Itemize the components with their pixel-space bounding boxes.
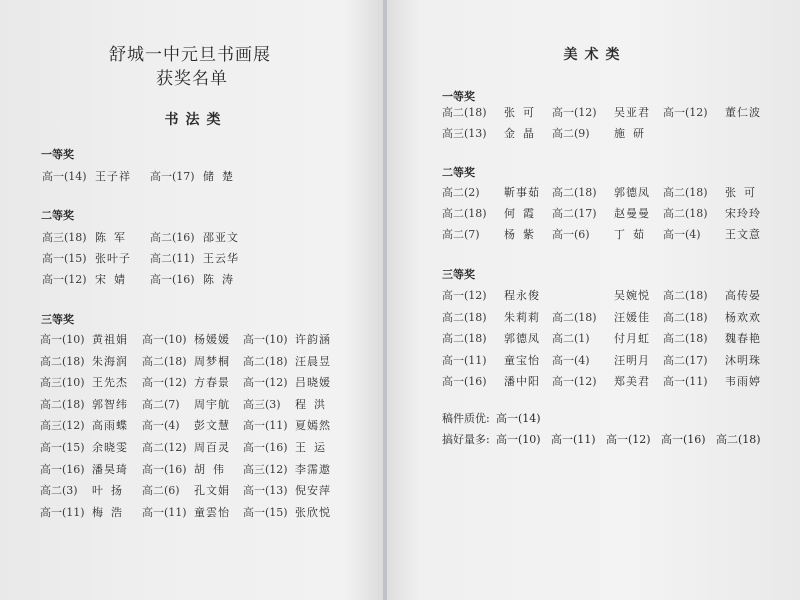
class-label: 高二(17) — [663, 353, 708, 367]
winner-name: 靳事茹 — [504, 186, 540, 199]
winner-name: 倪安萍 — [295, 484, 331, 498]
class-label: 高二(11) — [150, 252, 195, 265]
winner-name: 汪媛佳 — [614, 310, 650, 324]
winner-name: 梅浩 — [92, 505, 130, 519]
award-row — [0, 461, 383, 477]
winner-name: 何霞 — [504, 207, 542, 220]
class-label: 高二(2) — [442, 186, 480, 199]
left-page — [0, 0, 383, 600]
winner-name: 潘昊琦 — [92, 462, 128, 476]
winner-name: 张叶子 — [95, 252, 131, 265]
winner-name: 高雨蝶 — [92, 419, 128, 433]
class-label: 高二(16) — [150, 231, 195, 244]
class-label: 高二(9) — [552, 127, 590, 140]
winner-name: 朱莉莉 — [504, 310, 540, 324]
class-label: 高二(18) — [40, 397, 85, 411]
winner-name: 张欣悦 — [295, 505, 331, 519]
winner-name: 丁茹 — [614, 228, 652, 241]
winner-name: 黄祖娟 — [92, 333, 128, 346]
winner-name: 宋婧 — [95, 273, 133, 286]
winner-name: 王云华 — [203, 252, 239, 265]
winner-name: 汪晨昱 — [295, 354, 331, 368]
award-row — [0, 417, 383, 433]
winner-name: 潘中阳 — [504, 375, 540, 388]
art-category: 美术类 — [563, 47, 627, 63]
class-label: 高二(18) — [663, 186, 708, 199]
class-label: 高二(7) — [142, 397, 180, 411]
award-row — [387, 352, 800, 368]
winner-name: 张可 — [504, 106, 542, 119]
class-label: 高一(11) — [142, 505, 187, 519]
winner-name: 郑美君 — [614, 375, 650, 388]
award-row — [0, 229, 383, 245]
award-row — [387, 205, 800, 221]
award-row — [0, 396, 383, 412]
winner-name: 周梦桐 — [194, 354, 230, 368]
winner-name: 魏春艳 — [725, 332, 761, 345]
list-title: 获奖名单 — [156, 69, 228, 89]
winner-name: 赵曼曼 — [614, 207, 650, 220]
award-row — [0, 439, 383, 455]
class-label: 高一(14) — [42, 170, 87, 183]
winner-name: 叶扬 — [92, 484, 130, 498]
class-label: 高二(18) — [663, 289, 708, 302]
class-label: 高二(1) — [552, 332, 590, 345]
winner-name: 王文意 — [725, 228, 761, 241]
class-label: 高二(18) — [442, 106, 487, 119]
class-label: 高三(13) — [442, 127, 487, 140]
class-label: 高二(18) — [442, 332, 487, 345]
class-label: 高二(18) — [442, 207, 487, 220]
award-row — [387, 287, 800, 303]
award-row — [0, 353, 383, 369]
winner-name: 杨媛媛 — [194, 333, 230, 346]
class-label: 高一(15) — [243, 505, 288, 519]
note-class: 高一(14) — [496, 412, 541, 425]
class-label: 高一(12) — [663, 106, 708, 119]
class-label: 高三(3) — [243, 397, 281, 411]
winner-name: 王子祥 — [95, 170, 131, 183]
class-label: 高二(18) — [663, 310, 708, 324]
winner-name: 陈涛 — [203, 273, 241, 286]
class-label: 高二(3) — [40, 484, 78, 498]
calligraphy-third-prize-label: 三等奖 — [41, 313, 74, 326]
class-label: 高一(4) — [552, 353, 590, 367]
note-class: 高一(11) — [551, 433, 596, 446]
winner-name: 程永俊 — [504, 289, 540, 302]
winner-name: 王运 — [295, 441, 333, 454]
winner-name: 郭智纬 — [92, 397, 128, 411]
award-row — [387, 104, 800, 120]
class-label: 高二(12) — [142, 441, 187, 454]
winner-name: 杨欢欢 — [725, 310, 761, 324]
winner-name: 吴婉悦 — [614, 289, 650, 302]
calligraphy-first-prize-label: 一等奖 — [41, 148, 74, 161]
winner-name: 周百灵 — [194, 441, 230, 454]
class-label: 高一(12) — [552, 375, 597, 388]
class-label: 高二(6) — [142, 484, 180, 498]
class-label: 高二(18) — [663, 207, 708, 220]
class-label: 高二(18) — [40, 354, 85, 368]
class-label: 高一(11) — [442, 353, 487, 367]
class-label: 高一(17) — [150, 170, 195, 183]
class-label: 高三(12) — [243, 462, 288, 476]
award-row — [387, 309, 800, 325]
class-label: 高二(17) — [552, 207, 597, 220]
quantity-note-label: 搞好量多: — [442, 433, 490, 446]
award-row — [387, 184, 800, 200]
right-page — [387, 0, 800, 600]
class-label: 高一(12) — [142, 376, 187, 390]
winner-name: 孔文娟 — [194, 484, 230, 498]
winner-name: 付月虹 — [614, 332, 650, 345]
class-label: 高二(18) — [552, 186, 597, 199]
award-row — [0, 374, 383, 390]
award-row — [0, 271, 383, 287]
winner-name: 沐明珠 — [725, 353, 761, 367]
class-label: 高一(15) — [40, 441, 85, 454]
art-third-prize-label: 三等奖 — [442, 268, 475, 281]
winner-name: 方春景 — [194, 376, 230, 390]
class-label: 高一(16) — [442, 375, 487, 388]
class-label: 高二(18) — [442, 310, 487, 324]
winner-name: 施研 — [614, 127, 652, 140]
class-label: 高一(12) — [243, 376, 288, 390]
winner-name: 童宝怡 — [504, 353, 540, 367]
award-row — [0, 331, 383, 347]
art-first-prize-label: 一等奖 — [442, 90, 475, 103]
quality-note-label: 稿件质优: — [442, 412, 490, 425]
note-class: 高一(16) — [661, 433, 706, 446]
award-row — [0, 504, 383, 520]
winner-name: 胡伟 — [194, 462, 232, 476]
winner-name: 宋玲玲 — [725, 207, 761, 220]
winner-name: 邵亚文 — [203, 231, 239, 244]
class-label: 高二(18) — [142, 354, 187, 368]
award-row — [0, 250, 383, 266]
class-label: 高一(12) — [42, 273, 87, 286]
award-row — [387, 373, 800, 389]
class-label: 高一(12) — [552, 106, 597, 119]
award-row — [387, 330, 800, 346]
winner-name: 余晓雯 — [92, 441, 128, 454]
winner-name: 彭文慧 — [194, 419, 230, 433]
class-label: 高一(12) — [442, 289, 487, 302]
winner-name: 朱海润 — [92, 354, 128, 368]
class-label: 高一(6) — [552, 228, 590, 241]
class-label: 高三(10) — [40, 376, 85, 390]
class-label: 高一(10) — [243, 333, 288, 346]
winner-name: 董仁波 — [725, 106, 761, 119]
winner-name: 吕晓媛 — [295, 376, 331, 390]
winner-name: 韦雨婷 — [725, 375, 761, 388]
note-class: 高一(10) — [496, 433, 541, 446]
class-label: 高一(11) — [663, 375, 708, 388]
winner-name: 吴亚君 — [614, 106, 650, 119]
winner-name: 郭德凤 — [504, 332, 540, 345]
winner-name: 张可 — [725, 186, 763, 199]
class-label: 高一(11) — [243, 419, 288, 433]
class-label: 高一(4) — [663, 228, 701, 241]
winner-name: 金晶 — [504, 127, 542, 140]
class-label: 高二(18) — [663, 332, 708, 345]
class-label: 高一(15) — [42, 252, 87, 265]
class-label: 高一(4) — [142, 419, 180, 433]
calligraphy-category: 书法类 — [164, 112, 228, 128]
winner-name: 许韵涵 — [295, 333, 331, 346]
award-row — [387, 125, 800, 141]
class-label: 高一(16) — [142, 462, 187, 476]
class-label: 高三(18) — [42, 231, 87, 244]
class-label: 高二(18) — [243, 354, 288, 368]
winner-name: 周宇航 — [194, 397, 230, 411]
winner-name: 程洪 — [295, 397, 333, 411]
art-second-prize-label: 二等奖 — [442, 166, 475, 179]
winner-name: 夏嫣然 — [295, 419, 331, 433]
class-label: 高一(10) — [40, 333, 85, 346]
award-row — [387, 226, 800, 242]
note-class: 高二(18) — [716, 433, 761, 446]
winner-name: 储楚 — [203, 170, 241, 183]
class-label: 高一(10) — [142, 333, 187, 346]
class-label: 高一(16) — [40, 462, 85, 476]
winner-name: 李霈遨 — [295, 462, 331, 476]
winner-name: 王先杰 — [92, 376, 128, 390]
class-label: 高一(16) — [243, 441, 288, 454]
calligraphy-second-prize-label: 二等奖 — [41, 209, 74, 222]
winner-name: 童雲怡 — [194, 505, 230, 519]
class-label: 高二(18) — [552, 310, 597, 324]
winner-name: 杨紫 — [504, 228, 542, 241]
award-row — [0, 168, 383, 184]
class-label: 高二(7) — [442, 228, 480, 241]
winner-name: 高传晏 — [725, 289, 761, 302]
class-label: 高一(16) — [150, 273, 195, 286]
exhibition-title: 舒城一中元旦书画展 — [109, 45, 271, 65]
winner-name: 陈军 — [95, 231, 133, 244]
note-class: 高一(12) — [606, 433, 651, 446]
winner-name: 郭德凤 — [614, 186, 650, 199]
class-label: 高三(12) — [40, 419, 85, 433]
award-row — [0, 482, 383, 498]
class-label: 高一(13) — [243, 484, 288, 498]
class-label: 高一(11) — [40, 505, 85, 519]
winner-name: 汪明月 — [614, 353, 650, 367]
